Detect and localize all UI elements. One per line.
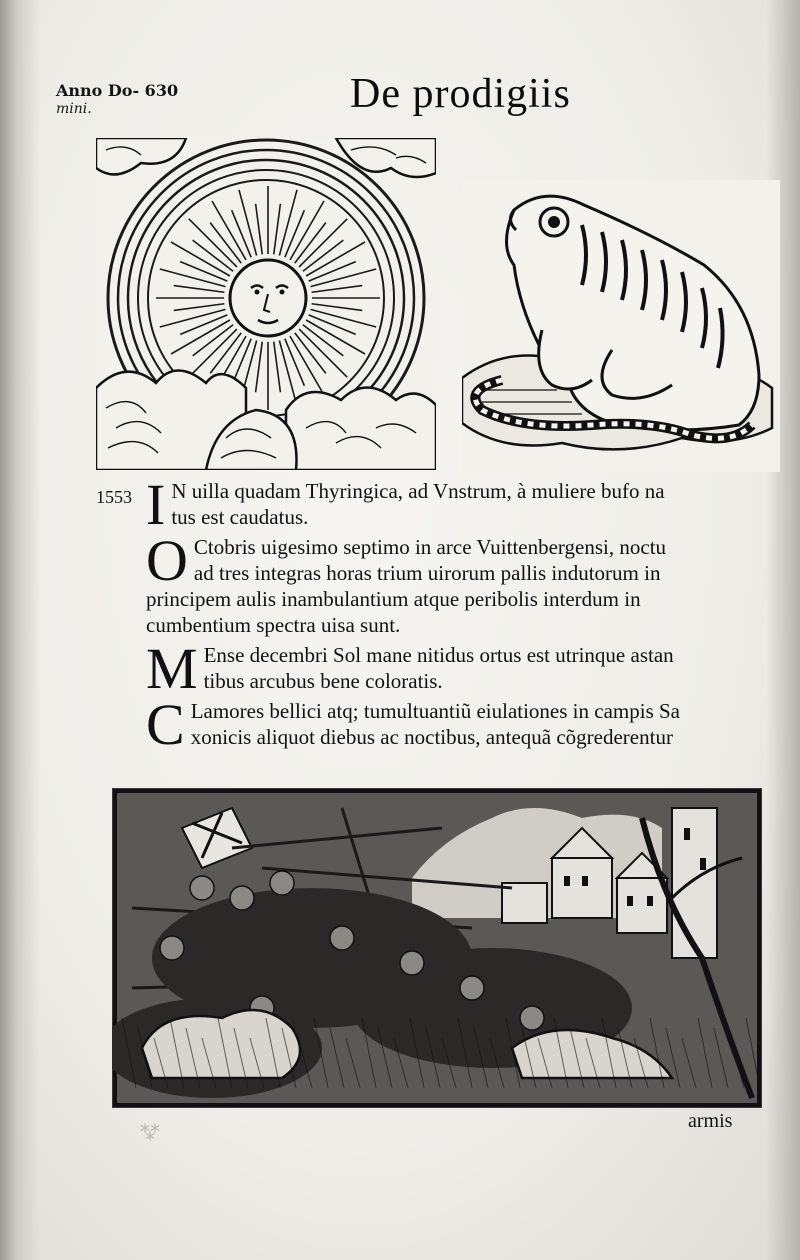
battle-scene-icon <box>112 788 762 1108</box>
toad-icon <box>462 180 780 472</box>
anno-line-1: Anno Do- 630 <box>56 81 179 100</box>
text-line: N uilla quadam Thyringica, ad Vnstrum, à muliere bufo na <box>171 479 665 503</box>
header-year-note <box>56 82 178 118</box>
page-gutter-shadow <box>0 0 40 1260</box>
text-line: Ctobris uigesimo septimo in arce Vuittenbergensi, noctu <box>193 535 667 559</box>
text-paragraph <box>96 472 766 537</box>
text-paragraph <box>146 636 766 701</box>
sun-with-face-icon <box>96 138 436 470</box>
text-line: tibus arcubus bene coloratis. <box>203 669 443 693</box>
text-paragraph <box>146 528 766 638</box>
text-line: principem aulis inambulantium atque peribolis interdum in <box>146 587 641 611</box>
drop-capital: I <box>146 472 166 537</box>
text-line: ad tres integras horas trium uirorum pallis indutorum in <box>193 561 661 585</box>
text-paragraph <box>146 692 766 757</box>
text-line: tus est caudatus. <box>171 505 309 529</box>
margin-year: 1553 <box>96 487 132 507</box>
anno-line-2: mini. <box>56 101 92 117</box>
text-line: xonicis aliquot diebus ac noctibus, antequã cõgrederentur <box>190 725 673 749</box>
page-title: De prodigiis <box>350 71 571 117</box>
drop-capital: M <box>146 636 198 701</box>
text-line: Ense decembri Sol mane nitidus ortus est utrinque astan <box>203 643 674 667</box>
toad-woodcut-illustration <box>462 180 780 472</box>
text-line: Lamores bellici atq; tumultuantiũ eiulationes in campis Sa <box>190 699 680 723</box>
battle-woodcut-illustration <box>112 788 762 1108</box>
catchword: armis <box>688 1110 733 1132</box>
drop-capital: O <box>146 528 188 593</box>
drop-capital: C <box>146 692 185 757</box>
body-text <box>96 472 766 757</box>
show-through-text: ⁂ <box>140 1119 160 1141</box>
sun-woodcut-illustration <box>96 138 436 470</box>
text-line: cumbentium spectra uisa sunt. <box>146 613 401 637</box>
